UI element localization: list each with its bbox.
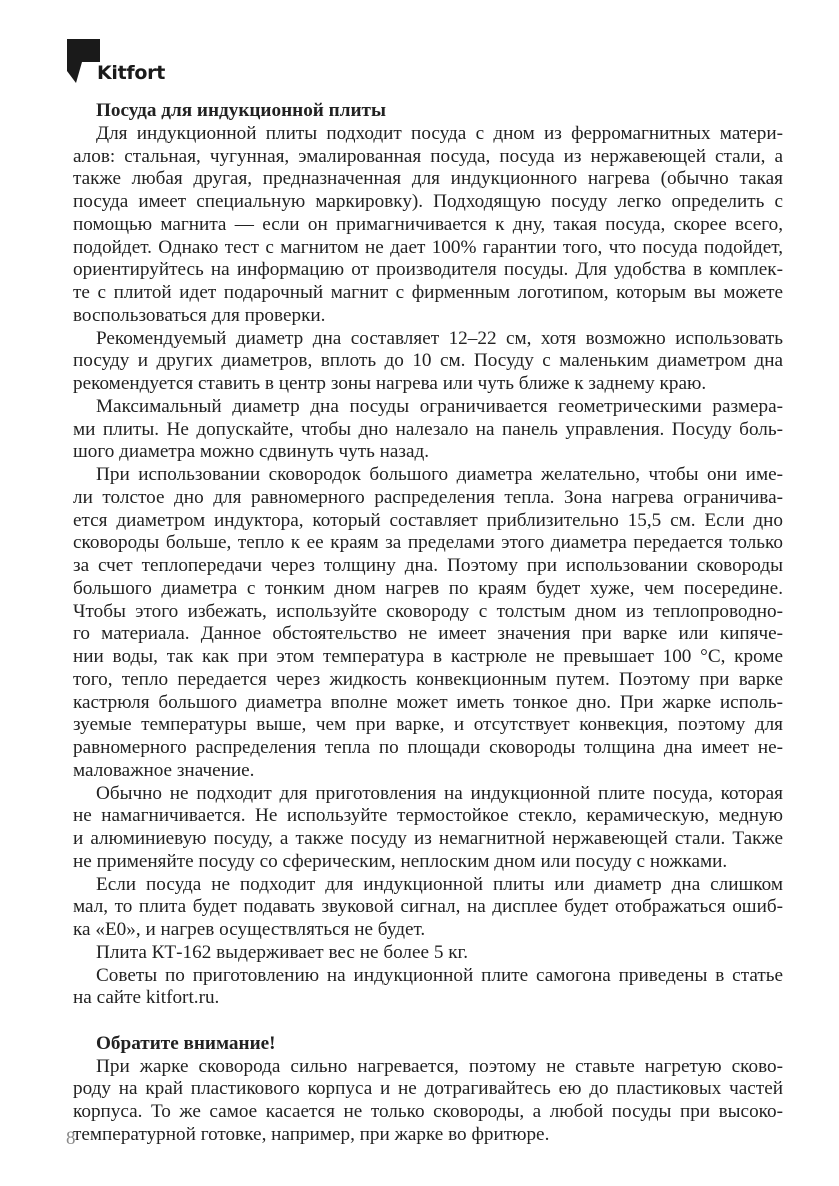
text-line: рекомендуется ставить в центр зоны нагрева или чуть ближе к заднему краю.	[73, 373, 707, 394]
text-line: алов: стальная, чугунная, эмалированная посуда, посуда из нержавеющей стали, а	[73, 145, 783, 167]
text-line: При использовании сковородок большого диаметра желательно, чтобы они име-	[96, 464, 783, 485]
paragraph	[73, 942, 783, 965]
text-line: Обычно не подходит для приготовления на индукционной плите посуда, которая	[96, 782, 783, 804]
text-line: сковороды больше, тепло к ее краям за пределами этого диаметра передается только	[73, 532, 783, 554]
paragraph	[73, 123, 783, 328]
text-line: большого диаметра с тонким дном нагрев по краям будет хуже, чем посередине.	[73, 577, 783, 599]
paragraph	[73, 965, 783, 1011]
text-line: на сайте kitfort.ru.	[73, 987, 220, 1009]
text-line: посуда имеет специальную маркировку). Подходящую посуду легко определить с	[73, 191, 783, 212]
text-line: Если посуда не подходит для индукционной плиты или диаметр дна слишком	[96, 873, 783, 895]
document-body	[73, 100, 783, 1147]
paragraph	[73, 783, 783, 874]
text-line: Максимальный диаметр дна посуды ограничивается геометрическими размера-	[96, 395, 783, 417]
text-line: посуду и других диаметров, вплоть до 10 см. Посуду с маленьким диаметром дна	[73, 350, 783, 372]
text-line: того, тепло передается через жидкость конвекционным путем. Поэтому при варке	[73, 668, 783, 690]
text-line: нии воды, так как при этом температура в кастрюле не превышает 100 °С, кроме	[73, 646, 783, 667]
text-line: ется диаметром индуктора, который составляет приблизительно 15,5 см. Если дно	[73, 509, 783, 531]
text-line: ка «E0», и нагрев осуществляться не будет.	[73, 919, 426, 940]
text-line: ли толстое дно для равномерного распределения тепла. Зона нагрева ограничива-	[73, 486, 783, 508]
text-line: роду на край пластикового корпуса и не дотрагивайтесь ею до пластиковых частей	[73, 1078, 783, 1100]
section-heading: Обратите внимание!	[96, 1032, 276, 1054]
text-line: При жарке сковорода сильно нагревается, поэтому не ставьте нагретую сково-	[96, 1055, 783, 1077]
text-line: температурной готовке, например, при жарке во фритюре.	[73, 1123, 550, 1145]
page-number: 8	[66, 1128, 76, 1149]
kitfort-logo-icon	[66, 38, 100, 84]
paragraph	[73, 328, 783, 396]
text-line: не применяйте посуду со сферическим, неплоским дном или посуду с ножками.	[73, 850, 728, 872]
text-line: Советы по приготовлению на индукционной плите самогона приведены в статье	[96, 964, 783, 986]
brand-logo	[66, 38, 166, 88]
text-line: Чтобы этого избежать, используйте сковороду с толстым дном из теплопроводно-	[73, 600, 783, 622]
section-heading: Посуда для индукционной плиты	[96, 100, 386, 121]
text-line: Плита КТ-162 выдерживает вес не более 5 кг.	[96, 941, 469, 963]
text-line: воспользоваться для проверки.	[73, 304, 326, 326]
brand-name: Kitfort	[97, 62, 165, 84]
text-line: зуемые температуры выше, чем при варке, и отсутствует конвекция, поэтому для	[73, 714, 783, 736]
paragraph	[73, 1056, 783, 1147]
text-line: помощью магнита — если он примагничивается к дну, такая посуда, скорее всего,	[73, 213, 783, 235]
text-line: го материала. Данное обстоятельство не имеет значения при варке или кипяче-	[73, 623, 783, 645]
text-line: маловажное значение.	[73, 759, 255, 781]
text-line: Рекомендуемый диаметр дна составляет 12–22 см, хотя возможно использовать	[96, 327, 783, 349]
text-line: шого диаметра можно сдвинуть чуть назад.	[73, 441, 430, 463]
text-line: и алюминиевую посуду, а также посуду из немагнитной нержавеющей стали. Также	[73, 828, 783, 849]
text-line: Для индукционной плиты подходит посуда с дном из ферромагнитных матери-	[96, 122, 783, 144]
text-line: не намагничивается. Не используйте термостойкое стекло, керамическую, медную	[73, 805, 783, 827]
text-line: ми плиты. Не допускайте, чтобы дно налезало на панель управления. Посуду боль-	[73, 418, 783, 440]
text-line: кастрюля большого диаметра вполне может иметь тонкое дно. При жарке исполь-	[73, 691, 783, 713]
text-line: корпуса. То же самое касается не только сковороды, а любой посуды при высоко-	[73, 1101, 783, 1122]
text-line: подойдет. Однако тест с магнитом не дает 100% гарантии того, что посуда подойдет,	[73, 236, 783, 258]
text-line: ориентируйтесь на информацию от производителя посуды. Для удобства в комплек-	[73, 259, 783, 281]
text-line: также любая другая, предназначенная для индукционного нагрева (обычно такая	[73, 168, 783, 190]
text-line: те с плитой идет подарочный магнит с фирменным логотипом, которым вы можете	[73, 282, 783, 303]
paragraph	[73, 874, 783, 942]
text-line: за счет теплопередачи через толщину дна. Поэтому при использовании сковороды	[73, 555, 783, 576]
paragraph	[73, 396, 783, 464]
section-gap	[73, 1010, 783, 1033]
text-line: мал, то плита будет подавать звуковой сигнал, на дисплее будет отображаться ошиб-	[73, 896, 783, 918]
text-line: равномерного распределения тепла по площади сковороды толщина дна имеет не-	[73, 737, 783, 758]
paragraph	[73, 464, 783, 783]
